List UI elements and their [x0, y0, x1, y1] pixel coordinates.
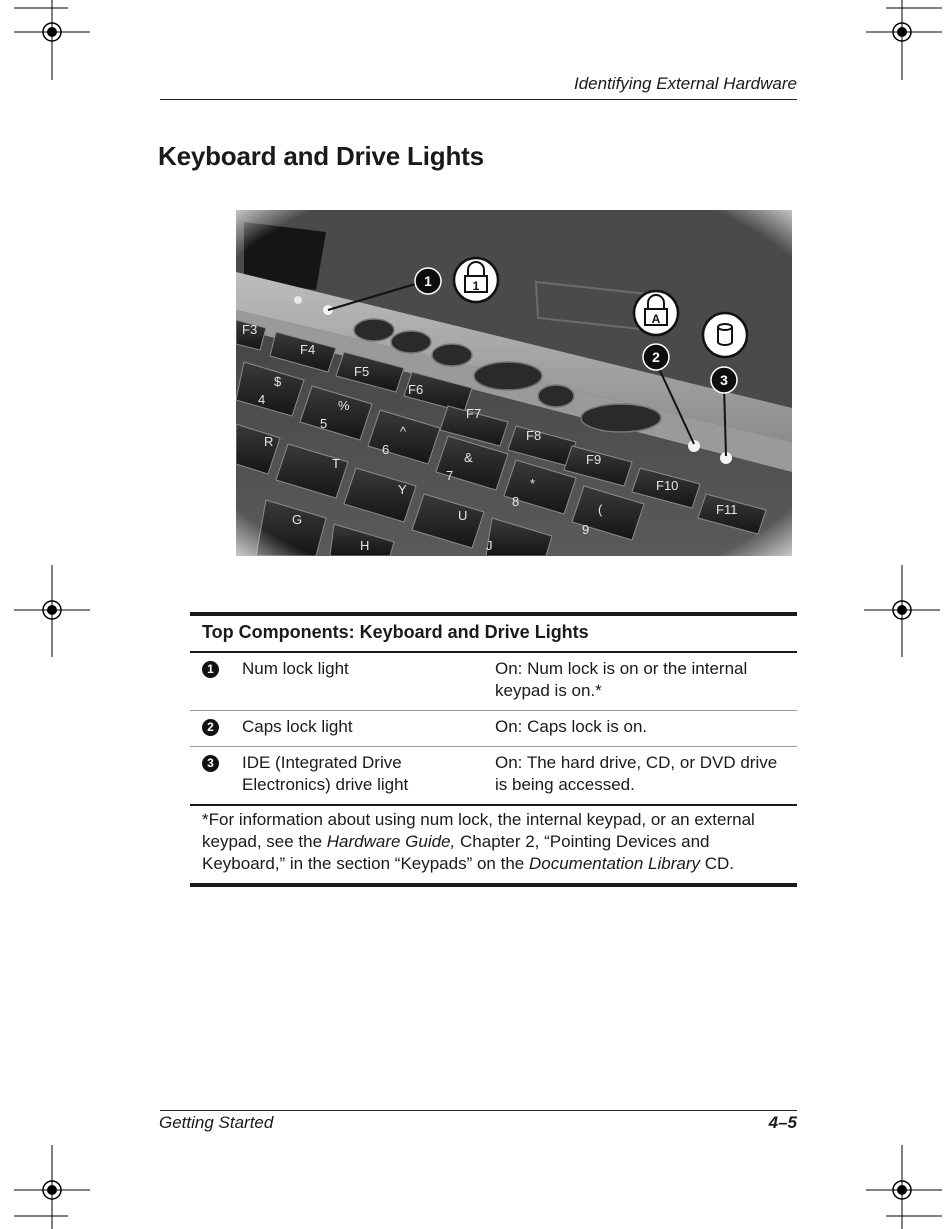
- hardware-guide-title: Hardware Guide,: [326, 832, 456, 851]
- table-row: [190, 711, 797, 747]
- crop-mark-middle-right: [864, 565, 940, 657]
- table-row: [190, 747, 797, 806]
- component-name: Num lock light: [242, 652, 495, 711]
- component-name: IDE (Integrated Drive Electronics) drive light: [242, 747, 495, 806]
- crop-mark-top-left: [14, 0, 90, 80]
- keyboard-photo: [236, 210, 792, 556]
- component-description: On: The hard drive, CD, or DVD drive is being accessed.: [495, 747, 797, 806]
- page-title: Keyboard and Drive Lights: [158, 141, 484, 171]
- crop-mark-bottom-right: [862, 1145, 942, 1229]
- crop-mark-bottom-left: [14, 1145, 90, 1229]
- table-caption: Top Components: Keyboard and Drive Lights: [190, 616, 797, 652]
- running-header: Identifying External Hardware: [573, 74, 797, 93]
- table-bottom-rule: [190, 883, 797, 887]
- crop-mark-middle-left: [14, 565, 90, 657]
- component-description: On: Num lock is on or the internal keypad is on.*: [495, 652, 797, 711]
- table-footnote: *For information about using num lock, the internal keypad, or an external keypad, see the Hardware Guide, Chapter 2, “Pointing Devices and Keyboard,” in the section “Keypads” on the Documentation Library CD.: [202, 810, 755, 873]
- footer-rule: [160, 1110, 797, 1111]
- footer-book-title: Getting Started: [159, 1113, 274, 1132]
- row-number-badge: 3: [202, 755, 219, 772]
- components-table: [190, 612, 797, 887]
- row-number-badge: 2: [202, 719, 219, 736]
- header-rule: [160, 99, 797, 100]
- component-description: On: Caps lock is on.: [495, 711, 797, 747]
- row-number-badge: 1: [202, 661, 219, 678]
- page-number: 4–5: [768, 1113, 797, 1132]
- crop-mark-top-right: [862, 0, 942, 80]
- table-row: [190, 652, 797, 711]
- documentation-library-title: Documentation Library: [528, 854, 700, 873]
- component-name: Caps lock light: [242, 711, 495, 747]
